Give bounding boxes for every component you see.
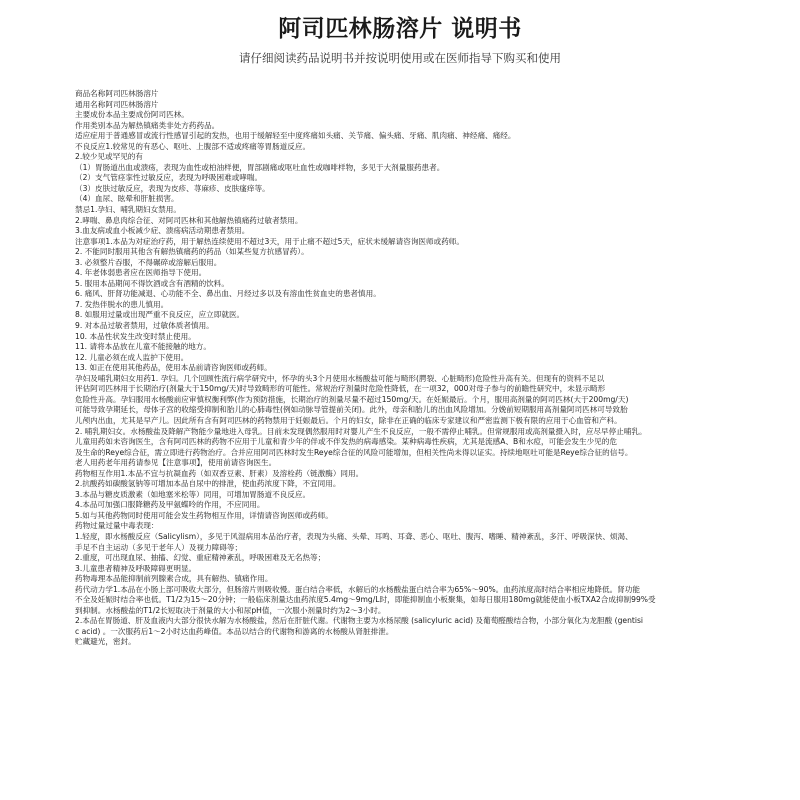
text-line: 2.抗酸药如碳酸氢钠等可增加本品自尿中的排泄，使血药浓度下降，不宜同用。 xyxy=(75,479,341,489)
text-line: 7. 发热伴脱水的患儿慎用。 xyxy=(75,299,169,309)
text-line: 8. 如服用过量或出现严重不良反应，应立即就医。 xyxy=(75,310,245,320)
text-line: 贮藏避光，密封。 xyxy=(75,637,136,647)
text-line: （4）血尿、眩晕和肝脏损害。 xyxy=(75,194,179,204)
text-line: 5.如与其他药物同时使用可能会发生药物相互作用，详情请咨询医师或药师。 xyxy=(75,510,333,520)
text-line: 3.儿童患者精神及呼吸障碍更明显。 xyxy=(75,563,197,573)
text-line: 药物过量过量中毒表现： xyxy=(75,521,159,531)
text-line: 适应症用于普通感冒或流行性感冒引起的发热，也用于缓解轻至中度疼痛如头痛、关节痛、偏头痛、牙痛、肌肉痛、神经痛、痛经。 xyxy=(75,131,516,141)
text-line: 3. 必须整片吞服，不得碾碎或溶解后服用。 xyxy=(75,257,222,267)
text-line: 孕妇及哺乳期妇女用药1. 孕妇。几个回顾性流行病学研究中，怀孕的头3个月使用水杨酸盐可能与畸形(腭裂、心脏畸形)危险性升高有关。但现有的资料不足以 xyxy=(75,373,605,383)
text-line: 5. 服用本品期间不得饮酒或含有酒精的饮料。 xyxy=(75,278,229,288)
document-title: 阿司匹林肠溶片 说明书 xyxy=(278,16,522,42)
text-line: 3.本品与糖皮质激素（如地塞米松等）同用，可增加胃肠道不良反应。 xyxy=(75,489,311,499)
text-line: 9. 对本品过敏者禁用，过敏体质者慎用。 xyxy=(75,321,214,331)
text-line: 药物毒理本品能抑制前列腺素合成，具有解热、镇痛作用。 xyxy=(75,574,273,584)
text-line: 商品名称阿司匹林肠溶片 xyxy=(75,89,159,98)
text-line: c acid) 。一次服药后1～2小时达血药峰值。本品以结合的代谢物和游离的水杨酸从肾脏排泄。 xyxy=(75,626,394,636)
text-line: 药物相互作用1.本品不宜与抗凝血药（如双香豆素、肝素）及溶栓药（链激酶）同用。 xyxy=(75,468,364,478)
text-line: 到抑制。水杨酸盐的T1/2长短取决于剂量的大小和尿pH值，一次服小剂量时约为2～3小时。 xyxy=(75,605,386,615)
text-line: （1）胃肠道出血或溃疡，表现为血性或柏油样便，胃部剧痛或呕吐血性或咖啡样物，多见于大剂量服药患者。 xyxy=(75,162,445,172)
text-line: 通用名称阿司匹林肠溶片 xyxy=(75,99,159,109)
text-line: 11. 请将本品放在儿童不能接触的地方。 xyxy=(75,342,211,352)
text-line: 4.本品可加强口服降糖药及甲氨蝶呤的作用，不应同用。 xyxy=(75,500,265,510)
text-line: 不良反应1.较常见的有恶心、呕吐、上腹部不适或疼痛等胃肠道反应。 xyxy=(75,141,311,151)
text-line: 6. 痛风、肝肾功能减退、心功能不全、鼻出血、月经过多以及有溶血性贫血史的患者慎用。 xyxy=(75,289,381,299)
text-line: 老人用药老年用药请参见【注意事项】，使用前请咨询医生。 xyxy=(75,458,277,468)
text-line: 2. 哺乳期妇女。水杨酸盐及降解产物能少量地进入母乳。目前未发现偶然服用时对婴儿产生不良反应，一般不需停止哺乳。但常规服用或高剂量摄入时，应尽早停止哺乳。 xyxy=(75,426,647,436)
text-line: 4. 年老体弱患者应在医师指导下使用。 xyxy=(75,268,207,278)
text-line: 2. 不能同时服用其他含有解热镇痛药的药品（如某些复方抗感冒药）。 xyxy=(75,247,309,257)
text-line: 及生命的Reye综合征，需立即进行药物治疗。合并应用阿司匹林时发生Reye综合征的风险可能增加，但相关性尚未得以证实。持续地呕吐可能是Reye综合征的信号。 xyxy=(75,447,633,457)
text-line: （2）支气管痉挛性过敏反应，表现为呼吸困难或哮喘。 xyxy=(75,173,263,183)
text-line: 3.血友病或血小板减少症、溃疡病活动期患者禁用。 xyxy=(75,226,250,236)
text-line: 2.较少见或罕见的有 xyxy=(75,152,143,162)
text-line: 药代动力学1.本品在小肠上部可吸收大部分，但肠溶片则吸收慢。蛋白结合率低，水解后的水杨酸盐蛋白结合率为65%～90%。血药浓度高时结合率相应地降低。肾功能 xyxy=(75,584,640,594)
text-line: 危险性升高。孕妇服用水杨酸前应审慎权衡利弊(作为预防措施，长期治疗的剂量尽量不超过150mg/天。在妊娠最后。个月，服用高剂量的阿司匹林(大于200mg/天) xyxy=(75,394,629,404)
text-line: 作用类别本品为解热镇痛类非处方药药品。 xyxy=(75,120,220,130)
text-line: 1.轻度，即水杨酸反应（Salicylism），多见于风湿病用本品治疗者，表现为头痛、头晕、耳鸣、耳聋、恶心、呕吐、腹泻、嗜睡、精神紊乱，多汗、呼吸深快、烦渴、 xyxy=(75,531,633,541)
text-line: 10. 本品性状发生改变时禁止使用。 xyxy=(75,331,196,341)
text-line: 12. 儿童必须在成人监护下使用。 xyxy=(75,352,189,362)
text-line: 注意事项1.本品为对症治疗药，用于解热连续使用不超过3天，用于止痛不超过5天，症状未缓解请咨询医师或药师。 xyxy=(75,236,464,246)
text-line: 儿颅内出血，尤其是早产儿。因此所有含有阿司匹林的药物禁用于妊娠最后。个月的妇女，除非在正确的临床专家建议和严密监测下极有限的应用于心血管和产科。 xyxy=(75,415,622,425)
text-line: 手足不自主运动（多见于老年人）及视力障碍等； xyxy=(75,542,243,552)
document-header xyxy=(0,0,800,66)
document-subtitle: 请仔细阅读药品说明书并按说明使用或在医师指导下购买和使用 xyxy=(239,51,561,65)
text-line: 评估阿司匹林用于长期治疗(剂量大于150mg/天)时导致畸形的可能性。常规治疗剂量时危险性降低，在一项32，000对母子参与的前瞻性研究中，未显示畸形 xyxy=(75,384,606,394)
text-line: 禁忌1.孕妇、哺乳期妇女禁用。 xyxy=(75,205,181,215)
text-line: 13. 如正在使用其他药品，使用本品前请咨询医师或药师。 xyxy=(75,363,272,373)
text-line: 不全及妊娠时结合率也低。T1/2为15～20分钟；一般临床剂量达血药浓度5.4mg～9mg/L时，即能抑制血小板聚集，如每日服用180mg就能使血小板TXA2合成抑制99%受 xyxy=(75,595,656,605)
document-body xyxy=(75,89,785,648)
text-line: 可能导致孕期延长，母体子宫的收缩受抑制和胎儿的心肺毒性(例如动脉导管提前关闭)。此外，母亲和胎儿的出血风险增加。分娩前短期服用高剂量阿司匹林可导致胎 xyxy=(75,405,628,415)
text-line: 2.重度，可出现血尿、抽搐、幻觉、重症精神紊乱，呼吸困难及无名热等； xyxy=(75,553,326,563)
text-line: 主要成份本品主要成份阿司匹林。 xyxy=(75,110,189,120)
text-line: 2.本品在胃肠道、肝及血液内大部分很快水解为水杨酸盐，然后在肝脏代谢。代谢物主要为水杨尿酸 (salicyluric acid) 及葡萄醛酸结合物，小部分氧化为龙胆酸 (gentisi xyxy=(75,616,644,626)
text-line: 儿童用药如未咨询医生，含有阿司匹林的药物不应用于儿童和青少年的伴或不伴发热的病毒感染。某种病毒性疾病，尤其是流感A、B和水痘，可能会发生少见的危 xyxy=(75,437,617,447)
text-line: 2.哮喘、鼻息肉综合征、对阿司匹林和其他解热镇痛药过敏者禁用。 xyxy=(75,215,303,225)
text-line: （3）皮肤过敏反应，表现为皮疹、荨麻疹、皮肤瘙痒等。 xyxy=(75,183,270,193)
